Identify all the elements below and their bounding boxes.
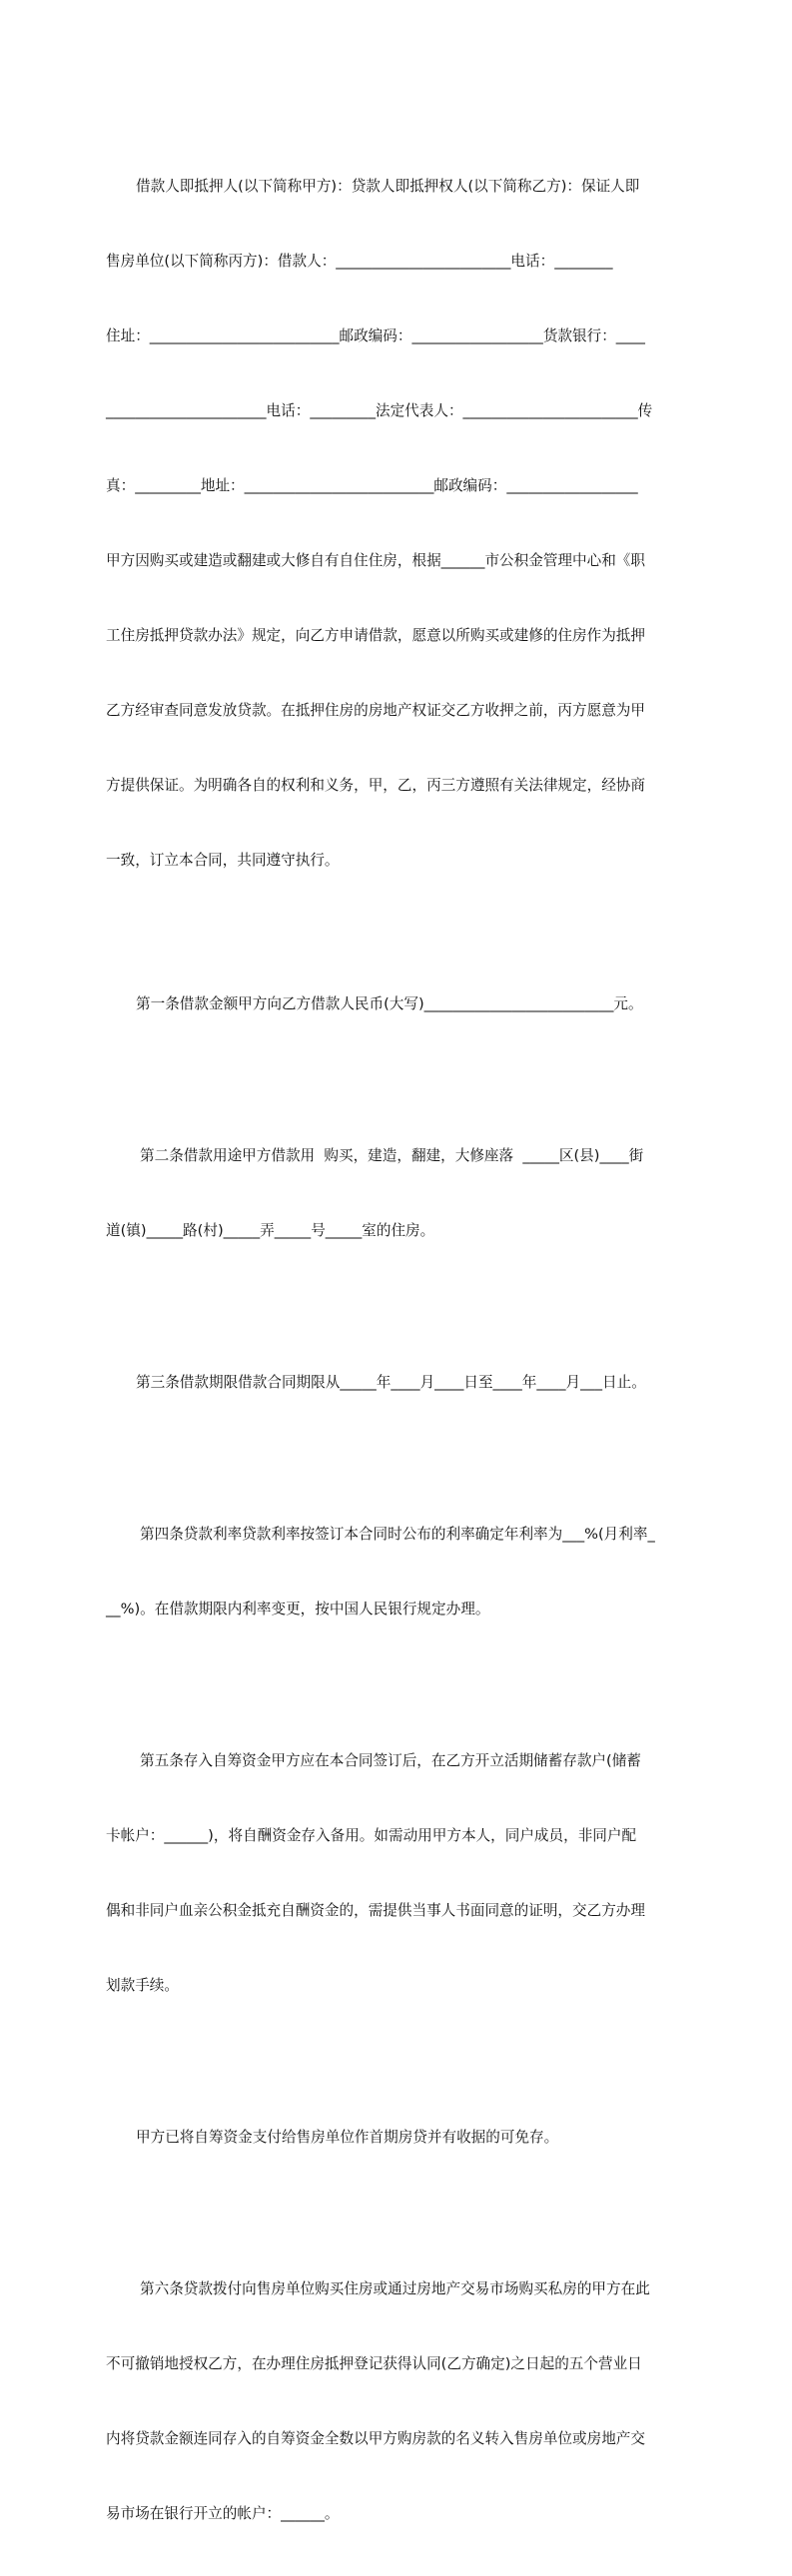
document-page bbox=[106, 124, 699, 2576]
text-line: ______________________电话：_________法定代表人：________________________传 bbox=[106, 402, 653, 419]
text-line: 第四条贷款利率贷款利率按签订本合同时公布的利率确定年利率为___%(月利率_ bbox=[140, 1526, 655, 1543]
text-line: 一致，订立本合同，共同遵守执行。 bbox=[106, 852, 340, 869]
text-line: 第二条借款用途甲方借款用 购买，建造，翻建，大修座落 _____区(县)____街 bbox=[140, 1147, 644, 1164]
text-line: 易市场在银行开立的帐户：______。 bbox=[106, 2505, 340, 2522]
article-4-paragraph bbox=[106, 1472, 699, 1671]
intro-paragraph bbox=[106, 124, 699, 923]
text-line: 第五条存入自筹资金甲方应在本合同签订后，在乙方开立活期储蓄存款户(储蓄 bbox=[140, 1752, 641, 1769]
text-line: 售房单位(以下简称丙方)：借款人：________________________电话：________ bbox=[106, 253, 613, 270]
text-line: 偶和非同户血亲公积金抵充自酬资金的，需提供当事人书面同意的证明，交乙方办理 bbox=[106, 1902, 645, 1919]
text-line: 道(镇)_____路(村)_____弄_____号_____室的住房。 bbox=[106, 1222, 435, 1239]
note-paragraph bbox=[106, 2075, 699, 2200]
text-line: 住址：__________________________邮政编码：__________________货款银行：____ bbox=[106, 327, 645, 344]
text-line: __%)。在借款期限内利率变更，按中国人民银行规定办理。 bbox=[106, 1601, 490, 1617]
text-line: 卡帐户：______)，将自酬资金存入备用。如需动用甲方本人，同户成员，非同户配 bbox=[106, 1827, 637, 1844]
text-line: 真：_________地址：__________________________邮政编码：__________________ bbox=[106, 477, 638, 494]
text-line: 乙方经审查同意发放贷款。在抵押住房的房地产权证交乙方收押之前，丙方愿意为甲 bbox=[106, 702, 645, 719]
text-line: 借款人即抵押人(以下简称甲方)：贷款人即抵押权人(以下简称乙方)：保证人即 bbox=[136, 178, 640, 195]
article-6-paragraph bbox=[106, 2227, 699, 2576]
text-line: 第三条借款期限借款合同期限从_____年____月____日至____年____月___日止。 bbox=[136, 1374, 646, 1391]
article-3-paragraph bbox=[106, 1320, 699, 1445]
text-line: 划款手续。 bbox=[106, 1977, 179, 1994]
text-line: 第一条借款金额甲方向乙方借款人民币(大写)__________________________元。 bbox=[136, 995, 643, 1012]
text-line: 方提供保证。为明确各自的权利和义务，甲，乙，丙三方遵照有关法律规定，经协商 bbox=[106, 777, 645, 794]
text-line: 内将贷款金额连同存入的自筹资金全数以甲方购房款的名义转入售房单位或房地产交 bbox=[106, 2430, 645, 2447]
text-line: 不可撤销地授权乙方，在办理住房抵押登记获得认同(乙方确定)之日起的五个营业日 bbox=[106, 2355, 642, 2372]
article-5-paragraph bbox=[106, 1698, 699, 2048]
text-line: 工住房抵押贷款办法》规定，向乙方申请借款，愿意以所购买或建修的住房作为抵押 bbox=[106, 627, 645, 644]
text-line: 甲方因购买或建造或翻建或大修自有自住住房，根据______市公积金管理中心和《职 bbox=[106, 552, 645, 569]
article-2-paragraph bbox=[106, 1093, 699, 1293]
text-line: 第六条贷款拨付向售房单位购买住房或通过房地产交易市场购买私房的甲方在此 bbox=[140, 2280, 650, 2297]
article-1-paragraph bbox=[106, 942, 699, 1066]
text-line: 甲方已将自筹资金支付给售房单位作首期房贷并有收据的可免存。 bbox=[136, 2129, 559, 2146]
